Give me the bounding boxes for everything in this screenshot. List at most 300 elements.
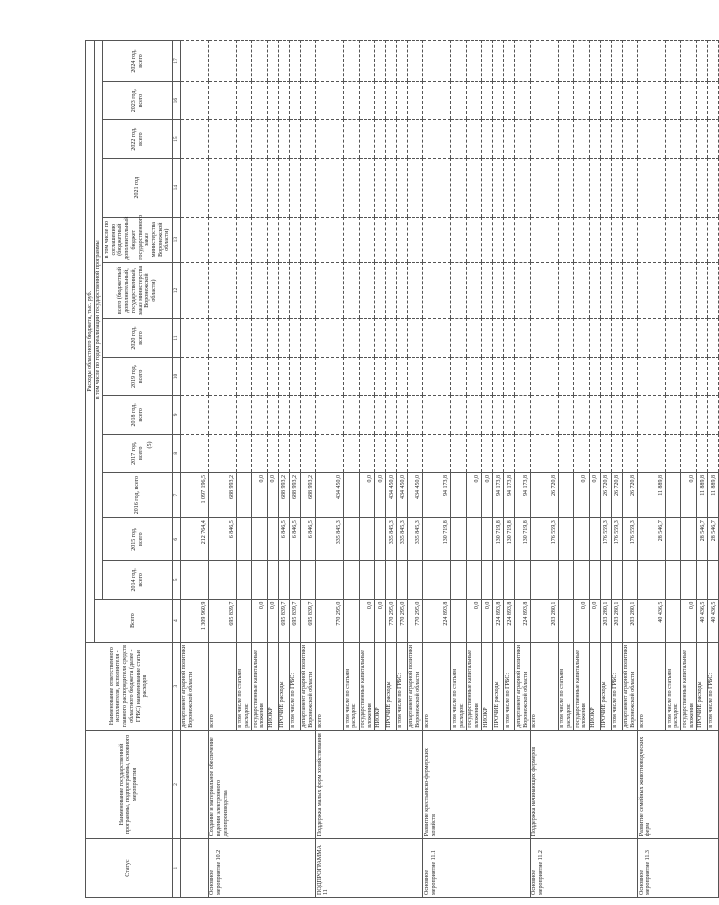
cell-empty-year bbox=[236, 434, 251, 472]
cell-empty-year bbox=[515, 262, 530, 319]
column-index: 13 bbox=[172, 217, 180, 262]
cell-empty-year bbox=[423, 262, 451, 319]
row-expense-label: НИОКР bbox=[267, 642, 278, 730]
cell-2016: 11 889,8 bbox=[696, 472, 707, 517]
cell-2014 bbox=[344, 561, 359, 599]
cell-empty-year bbox=[300, 158, 315, 217]
header-year: 2019 год, всего bbox=[103, 357, 172, 395]
cell-empty-year bbox=[180, 357, 208, 395]
cell-empty-year bbox=[208, 262, 236, 319]
cell-total: 0,0 bbox=[359, 599, 374, 642]
cell-total: 203 280,1 bbox=[600, 599, 611, 642]
cell-empty-year bbox=[611, 41, 622, 82]
cell-total: 0,0 bbox=[374, 599, 385, 642]
row-expense-label: в том числе по статьям расходов: bbox=[451, 642, 466, 730]
cell-empty-year bbox=[482, 319, 493, 357]
row-expense-label: ПРОЧИЕ расходы bbox=[278, 642, 289, 730]
column-index: 14 bbox=[172, 158, 180, 217]
cell-empty-year bbox=[451, 81, 466, 119]
cell-2015 bbox=[344, 518, 359, 561]
cell-2016: 11 889,8 bbox=[707, 472, 718, 517]
column-index: 11 bbox=[172, 319, 180, 357]
cell-empty-year bbox=[252, 434, 267, 472]
cell-total: 770 295,0 bbox=[396, 599, 407, 642]
cell-empty-year bbox=[515, 434, 530, 472]
column-index: 3 bbox=[172, 642, 180, 730]
header-year: 2024 год, всего bbox=[103, 41, 172, 82]
cell-empty-year bbox=[622, 357, 637, 395]
cell-total: 770 295,0 bbox=[407, 599, 422, 642]
cell-total: 695 839,7 bbox=[278, 599, 289, 642]
cell-2016: 0,0 bbox=[681, 472, 696, 517]
cell-2015 bbox=[267, 518, 278, 561]
cell-empty-year bbox=[681, 396, 696, 434]
cell-empty-year bbox=[451, 120, 466, 158]
cell-empty-year bbox=[558, 396, 573, 434]
cell-empty-year bbox=[289, 158, 300, 217]
cell-empty-year bbox=[530, 41, 558, 82]
cell-empty-year bbox=[344, 357, 359, 395]
row-program-name: Развитие семейных животноводческих ферм bbox=[638, 730, 719, 839]
cell-empty-year bbox=[515, 396, 530, 434]
cell-empty-year bbox=[707, 158, 718, 217]
cell-2014 bbox=[289, 561, 300, 599]
cell-empty-year bbox=[267, 319, 278, 357]
cell-empty-year bbox=[316, 396, 344, 434]
header-year: 2018 год, всего bbox=[103, 396, 172, 434]
cell-empty-year bbox=[359, 120, 374, 158]
cell-2015 bbox=[374, 518, 385, 561]
cell-2016 bbox=[666, 472, 681, 517]
cell-2015: 212 764,4 bbox=[180, 518, 208, 561]
cell-total bbox=[558, 599, 573, 642]
cell-total: 224 893,8 bbox=[423, 599, 451, 642]
cell-empty-year bbox=[267, 396, 278, 434]
cell-empty-year bbox=[707, 81, 718, 119]
cell-empty-year bbox=[252, 357, 267, 395]
cell-2015: 176 559,3 bbox=[600, 518, 611, 561]
cell-empty-year bbox=[374, 262, 385, 319]
cell-total: 0,0 bbox=[589, 599, 600, 642]
cell-2016: 11 889,8 bbox=[638, 472, 666, 517]
cell-empty-year bbox=[407, 434, 422, 472]
cell-empty-year bbox=[180, 81, 208, 119]
cell-empty-year bbox=[374, 158, 385, 217]
row-expense-label: в том числе по статьям расходов: bbox=[236, 642, 251, 730]
cell-total: 0,0 bbox=[267, 599, 278, 642]
cell-empty-year bbox=[180, 41, 208, 82]
row-expense-label: НИОКР bbox=[482, 642, 493, 730]
cell-empty-year bbox=[344, 41, 359, 82]
cell-empty-year bbox=[681, 217, 696, 262]
cell-empty-year bbox=[589, 158, 600, 217]
cell-empty-year bbox=[493, 81, 504, 119]
cell-empty-year bbox=[530, 262, 558, 319]
cell-2015 bbox=[466, 518, 481, 561]
row-program-name: Создание и материальное обеспечение ведения электронного делопроизводства bbox=[208, 730, 315, 839]
cell-empty-year bbox=[385, 262, 396, 319]
cell-empty-year bbox=[482, 262, 493, 319]
cell-empty-year bbox=[574, 357, 589, 395]
cell-empty-year bbox=[423, 319, 451, 357]
rotated-table-container bbox=[85, 40, 717, 898]
cell-empty-year bbox=[180, 434, 208, 472]
cell-empty-year bbox=[681, 158, 696, 217]
cell-empty-year bbox=[574, 319, 589, 357]
cell-2014 bbox=[236, 561, 251, 599]
cell-2015 bbox=[252, 518, 267, 561]
cell-empty-year bbox=[589, 81, 600, 119]
cell-empty-year bbox=[600, 217, 611, 262]
cell-2014 bbox=[530, 561, 558, 599]
cell-empty-year bbox=[611, 120, 622, 158]
cell-empty-year bbox=[466, 217, 481, 262]
row-program-name: Развитие крестьянско-фермерских хозяйств bbox=[423, 730, 530, 839]
header-year: 2015 год, всего bbox=[103, 518, 172, 561]
cell-empty-year bbox=[451, 357, 466, 395]
cell-total: 203 280,1 bbox=[530, 599, 558, 642]
cell-empty-year bbox=[696, 357, 707, 395]
cell-2016 bbox=[344, 472, 359, 517]
cell-2014 bbox=[696, 561, 707, 599]
cell-empty-year bbox=[267, 262, 278, 319]
cell-empty-year bbox=[300, 396, 315, 434]
cell-empty-year bbox=[466, 41, 481, 82]
cell-empty-year bbox=[482, 41, 493, 82]
header-year: 2016 год, всего bbox=[103, 472, 172, 517]
cell-empty-year bbox=[515, 319, 530, 357]
cell-empty-year bbox=[504, 396, 515, 434]
cell-2015: 6 846,5 bbox=[208, 518, 236, 561]
cell-2015: 28 546,7 bbox=[638, 518, 666, 561]
cell-empty-year bbox=[482, 357, 493, 395]
row-expense-label: в том числе по статьям расходов: bbox=[666, 642, 681, 730]
cell-empty-year bbox=[482, 158, 493, 217]
row-expense-label: НИОКР bbox=[374, 642, 385, 730]
header-year: 2023 год, всего bbox=[103, 81, 172, 119]
cell-empty-year bbox=[707, 319, 718, 357]
cell-empty-year bbox=[267, 81, 278, 119]
cell-empty-year bbox=[515, 357, 530, 395]
cell-empty-year bbox=[589, 434, 600, 472]
column-index: 10 bbox=[172, 357, 180, 395]
cell-empty-year bbox=[289, 120, 300, 158]
cell-empty-year bbox=[530, 81, 558, 119]
cell-empty-year bbox=[252, 158, 267, 217]
cell-empty-year bbox=[423, 357, 451, 395]
cell-empty-year bbox=[515, 120, 530, 158]
cell-empty-year bbox=[396, 357, 407, 395]
cell-empty-year bbox=[589, 217, 600, 262]
cell-empty-year bbox=[374, 81, 385, 119]
cell-empty-year bbox=[493, 217, 504, 262]
cell-empty-year bbox=[252, 217, 267, 262]
cell-empty-year bbox=[696, 41, 707, 82]
cell-empty-year bbox=[515, 217, 530, 262]
cell-empty-year bbox=[611, 158, 622, 217]
cell-empty-year bbox=[236, 158, 251, 217]
header-year-2021-sub-2: в том числе по соглашению (бюджетный дополнительный бюджет государственного заказ министерства Воронежской области) bbox=[103, 217, 172, 262]
cell-total: 0,0 bbox=[482, 599, 493, 642]
row-expense-label: департамент аграрной политики Воронежской области bbox=[515, 642, 530, 730]
cell-empty-year bbox=[396, 319, 407, 357]
cell-2016: 688 993,2 bbox=[278, 472, 289, 517]
cell-empty-year bbox=[423, 396, 451, 434]
cell-empty-year bbox=[666, 396, 681, 434]
cell-empty-year bbox=[208, 396, 236, 434]
cell-total: 770 295,0 bbox=[385, 599, 396, 642]
cell-empty-year bbox=[252, 81, 267, 119]
cell-empty-year bbox=[638, 262, 666, 319]
header-executor: Наименование ответственного исполнителя, исполнителя - главного распорядителя средств областного бюджета (далее - ГРБС) наименование статьи расходов bbox=[86, 642, 173, 730]
cell-empty-year bbox=[278, 120, 289, 158]
column-index: 12 bbox=[172, 262, 180, 319]
cell-empty-year bbox=[622, 81, 637, 119]
cell-empty-year bbox=[344, 217, 359, 262]
cell-empty-year bbox=[300, 319, 315, 357]
cell-empty-year bbox=[466, 120, 481, 158]
cell-empty-year bbox=[638, 357, 666, 395]
cell-2015: 335 845,3 bbox=[396, 518, 407, 561]
cell-empty-year bbox=[236, 41, 251, 82]
cell-empty-year bbox=[574, 120, 589, 158]
cell-empty-year bbox=[666, 120, 681, 158]
cell-empty-year bbox=[180, 217, 208, 262]
cell-empty-year bbox=[236, 357, 251, 395]
header-status: Статус bbox=[86, 839, 173, 898]
cell-empty-year bbox=[600, 357, 611, 395]
header-year: 2017 год, всего bbox=[103, 434, 172, 472]
cell-empty-year bbox=[493, 434, 504, 472]
cell-empty-year bbox=[208, 319, 236, 357]
cell-empty-year bbox=[252, 319, 267, 357]
cell-empty-year bbox=[696, 81, 707, 119]
cell-empty-year bbox=[423, 120, 451, 158]
cell-empty-year bbox=[423, 41, 451, 82]
row-status: Основное мероприятие 11.2 bbox=[530, 839, 637, 898]
cell-empty-year bbox=[707, 262, 718, 319]
cell-empty-year bbox=[611, 396, 622, 434]
header-year-2021: 2021 год bbox=[103, 158, 172, 217]
cell-empty-year bbox=[278, 81, 289, 119]
cell-empty-year bbox=[530, 158, 558, 217]
cell-2016: 0,0 bbox=[359, 472, 374, 517]
header-program-name: Наименование государственной программы, подпрограммы, основного мероприятия bbox=[86, 730, 173, 839]
cell-2015: 335 845,3 bbox=[407, 518, 422, 561]
cell-empty-year bbox=[300, 120, 315, 158]
cell-empty-year bbox=[638, 120, 666, 158]
cell-empty-year bbox=[622, 434, 637, 472]
cell-2016: 434 450,0 bbox=[396, 472, 407, 517]
cell-2014 bbox=[589, 561, 600, 599]
cell-empty-year bbox=[681, 434, 696, 472]
header-year-2021-sub-1: всего (бюджетный дополнительный, государственный, заказ министерства Воронежской области) bbox=[103, 262, 172, 319]
cell-empty-year bbox=[236, 81, 251, 119]
cell-2015 bbox=[359, 518, 374, 561]
cell-empty-year bbox=[208, 357, 236, 395]
cell-empty-year bbox=[267, 120, 278, 158]
cell-total: 695 839,7 bbox=[208, 599, 236, 642]
cell-empty-year bbox=[482, 81, 493, 119]
cell-empty-year bbox=[396, 158, 407, 217]
cell-2016 bbox=[451, 472, 466, 517]
cell-empty-year bbox=[530, 396, 558, 434]
cell-2016: 94 173,8 bbox=[515, 472, 530, 517]
cell-empty-year bbox=[359, 357, 374, 395]
cell-empty-year bbox=[289, 357, 300, 395]
row-expense-label: НИОКР bbox=[589, 642, 600, 730]
cell-empty-year bbox=[451, 41, 466, 82]
document-page bbox=[85, 40, 717, 898]
row-expense-label: государственные капитальные вложения bbox=[681, 642, 696, 730]
cell-empty-year bbox=[504, 357, 515, 395]
cell-empty-year bbox=[574, 217, 589, 262]
cell-empty-year bbox=[407, 262, 422, 319]
table-row bbox=[423, 41, 451, 898]
cell-empty-year bbox=[530, 357, 558, 395]
cell-empty-year bbox=[504, 41, 515, 82]
cell-2014 bbox=[451, 561, 466, 599]
cell-empty-year bbox=[359, 158, 374, 217]
column-index: 6 bbox=[172, 518, 180, 561]
cell-empty-year bbox=[396, 81, 407, 119]
cell-empty-year bbox=[300, 41, 315, 82]
cell-empty-year bbox=[267, 434, 278, 472]
cell-2015: 130 719,8 bbox=[423, 518, 451, 561]
row-expense-label: всего bbox=[530, 642, 558, 730]
cell-empty-year bbox=[278, 41, 289, 82]
cell-empty-year bbox=[289, 434, 300, 472]
cell-empty-year bbox=[423, 81, 451, 119]
cell-2015 bbox=[666, 518, 681, 561]
table-row bbox=[316, 41, 344, 898]
row-expense-label: департамент аграрной политики Воронежской области bbox=[622, 642, 637, 730]
cell-empty-year bbox=[558, 81, 573, 119]
row-status: ПОДПРОГРАММА 11 bbox=[316, 839, 423, 898]
row-expense-label: государственные капитальные вложения bbox=[252, 642, 267, 730]
cell-empty-year bbox=[316, 81, 344, 119]
cell-empty-year bbox=[374, 120, 385, 158]
cell-empty-year bbox=[374, 41, 385, 82]
cell-empty-year bbox=[344, 396, 359, 434]
cell-empty-year bbox=[300, 357, 315, 395]
cell-empty-year bbox=[611, 434, 622, 472]
row-expense-label: ПРОЧИЕ расходы bbox=[696, 642, 707, 730]
cell-2016 bbox=[558, 472, 573, 517]
row-expense-label: департамент аграрной политики Воронежской области bbox=[407, 642, 422, 730]
cell-empty-year bbox=[696, 217, 707, 262]
row-expense-label: в том числе по ГРБС: bbox=[396, 642, 407, 730]
cell-empty-year bbox=[707, 357, 718, 395]
cell-empty-year bbox=[530, 319, 558, 357]
cell-empty-year bbox=[359, 41, 374, 82]
cell-empty-year bbox=[696, 434, 707, 472]
cell-2015 bbox=[589, 518, 600, 561]
cell-empty-year bbox=[359, 81, 374, 119]
cell-empty-year bbox=[611, 319, 622, 357]
cell-empty-year bbox=[396, 41, 407, 82]
cell-2016: 0,0 bbox=[589, 472, 600, 517]
cell-empty-year bbox=[696, 396, 707, 434]
cell-2014 bbox=[396, 561, 407, 599]
cell-empty-year bbox=[407, 217, 422, 262]
cell-empty-year bbox=[300, 217, 315, 262]
cell-2014 bbox=[359, 561, 374, 599]
cell-empty-year bbox=[574, 262, 589, 319]
cell-total: 224 893,8 bbox=[493, 599, 504, 642]
cell-2015: 130 719,8 bbox=[515, 518, 530, 561]
cell-empty-year bbox=[482, 396, 493, 434]
cell-2016: 434 450,0 bbox=[316, 472, 344, 517]
cell-empty-year bbox=[558, 434, 573, 472]
cell-empty-year bbox=[530, 120, 558, 158]
cell-2015: 130 719,8 bbox=[504, 518, 515, 561]
cell-2015 bbox=[558, 518, 573, 561]
cell-empty-year bbox=[466, 81, 481, 119]
cell-empty-year bbox=[407, 41, 422, 82]
cell-2015: 6 846,5 bbox=[300, 518, 315, 561]
cell-empty-year bbox=[208, 41, 236, 82]
cell-empty-year bbox=[493, 357, 504, 395]
cell-empty-year bbox=[407, 120, 422, 158]
cell-empty-year bbox=[504, 217, 515, 262]
cell-empty-year bbox=[344, 262, 359, 319]
cell-empty-year bbox=[482, 217, 493, 262]
row-expense-label: всего bbox=[423, 642, 451, 730]
cell-2015: 176 559,3 bbox=[530, 518, 558, 561]
cell-empty-year bbox=[374, 396, 385, 434]
cell-empty-year bbox=[638, 81, 666, 119]
cell-2015: 176 559,3 bbox=[611, 518, 622, 561]
row-status: Основное мероприятие 10.2 bbox=[208, 839, 315, 898]
cell-empty-year bbox=[407, 319, 422, 357]
cell-empty-year bbox=[451, 319, 466, 357]
cell-2014 bbox=[252, 561, 267, 599]
cell-2016: 94 173,8 bbox=[493, 472, 504, 517]
cell-total: 0,0 bbox=[466, 599, 481, 642]
cell-empty-year bbox=[385, 120, 396, 158]
cell-empty-year bbox=[344, 81, 359, 119]
cell-total: 40 436,5 bbox=[696, 599, 707, 642]
cell-2014 bbox=[180, 561, 208, 599]
cell-empty-year bbox=[696, 158, 707, 217]
cell-empty-year bbox=[696, 319, 707, 357]
cell-2016: 26 720,8 bbox=[600, 472, 611, 517]
cell-empty-year bbox=[493, 41, 504, 82]
cell-empty-year bbox=[236, 319, 251, 357]
cell-empty-year bbox=[493, 158, 504, 217]
cell-empty-year bbox=[374, 319, 385, 357]
cell-empty-year bbox=[707, 396, 718, 434]
cell-empty-year bbox=[589, 396, 600, 434]
cell-2016: 434 450,0 bbox=[385, 472, 396, 517]
cell-empty-year bbox=[504, 81, 515, 119]
cell-empty-year bbox=[681, 262, 696, 319]
cell-empty-year bbox=[396, 120, 407, 158]
row-expense-label: ПРОЧИЕ расходы bbox=[385, 642, 396, 730]
cell-empty-year bbox=[530, 217, 558, 262]
row-expense-label: государственные капитальные вложения bbox=[359, 642, 374, 730]
row-expense-label: государственные капитальные вложения bbox=[466, 642, 481, 730]
cell-empty-year bbox=[208, 158, 236, 217]
cell-empty-year bbox=[666, 319, 681, 357]
cell-empty-year bbox=[359, 319, 374, 357]
cell-empty-year bbox=[574, 81, 589, 119]
cell-empty-year bbox=[696, 120, 707, 158]
cell-empty-year bbox=[289, 319, 300, 357]
cell-empty-year bbox=[466, 357, 481, 395]
row-expense-label: департамент аграрной политики Воронежской области bbox=[300, 642, 315, 730]
